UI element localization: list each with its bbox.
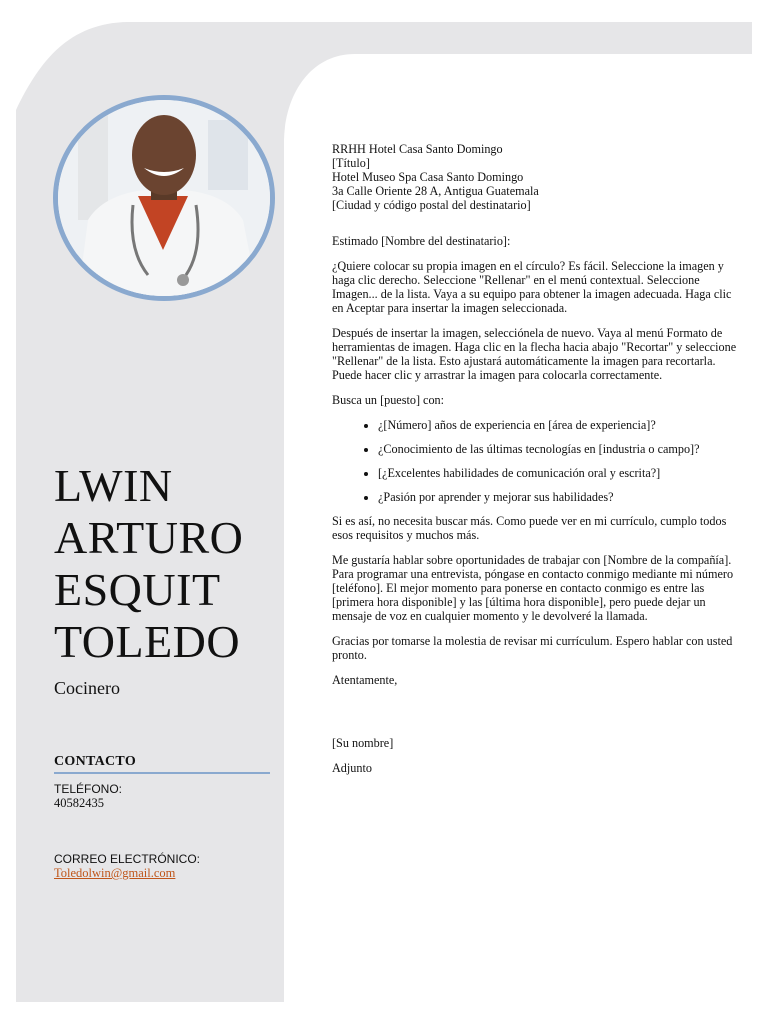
job-role: Cocinero — [54, 678, 120, 698]
list-intro: Busca un [puesto] con: — [332, 393, 445, 407]
address-line: [Título] — [332, 156, 370, 170]
enclosure: Adjunto — [332, 761, 372, 775]
salutation: Estimado [Nombre del destinatario]: — [332, 234, 511, 248]
profile-photo — [53, 95, 275, 301]
contact-heading: CONTACTO — [54, 754, 270, 774]
cover-letter — [332, 142, 737, 786]
phone-label: TELÉFONO: — [54, 782, 123, 796]
paragraph: Gracias por tomarse la molestia de revisar mi currículum. Espero hablar con usted pronto. — [332, 634, 733, 662]
address-line: Hotel Museo Spa Casa Santo Domingo — [332, 170, 524, 184]
requirements-list — [332, 418, 737, 504]
candidate-name — [54, 460, 284, 668]
list-item: • [¿Excelentes habilidades de comunicación oral y escrita?] — [378, 466, 737, 480]
phone-value: 40582435 — [54, 796, 104, 810]
address-line: RRHH Hotel Casa Santo Domingo — [332, 142, 503, 156]
paragraph: Después de insertar la imagen, selecciónela de nuevo. Vaya al menú Formato de herramientas de imagen. Haga clic en la flecha hacia abajo "Recortar" y seleccione "Rellenar" de la lista. Esto ajustará automáticamente la imagen para recortarla. Puede hacer clic y arrastrar la imagen para colocarla correctamente. — [332, 326, 737, 382]
list-item: • ¿[Número] años de experiencia en [área de experiencia]? — [378, 418, 737, 432]
paragraph: Me gustaría hablar sobre oportunidades de trabajar con [Nombre de la compañía]. Para programar una entrevista, póngase en contacto conmigo mediante mi número [teléfono]. El mejor momento para ponerse en contacto conmigo es entre las [primera hora disponible] y las [última hora disponible], pero puede dejar un mensaje de voz en cualquier momento y le devolveré la llamada. — [332, 553, 734, 623]
closing: Atentamente, — [332, 673, 398, 687]
name-line: LWIN — [54, 460, 173, 511]
list-item: • ¿Pasión por aprender y mejorar sus habilidades? — [378, 490, 737, 504]
name-line: ESQUIT — [54, 564, 221, 615]
address-line: 3a Calle Oriente 28 A, Antigua Guatemala — [332, 184, 539, 198]
name-line: ARTURO — [54, 512, 244, 563]
signature: [Su nombre] — [332, 736, 394, 750]
recipient-address — [332, 142, 737, 212]
paragraph: Si es así, no necesita buscar más. Como puede ver en mi currículo, cumplo todos esos requisitos y muchos más. — [332, 514, 727, 542]
list-item: • ¿Conocimiento de las últimas tecnologías en [industria o campo]? — [378, 442, 737, 456]
email-link[interactable]: Toledolwin@gmail.com — [54, 866, 176, 880]
email-label: CORREO ELECTRÓNICO: — [54, 852, 201, 866]
name-line: TOLEDO — [54, 616, 241, 667]
paragraph: ¿Quiere colocar su propia imagen en el círculo? Es fácil. Seleccione la imagen y haga clic derecho. Seleccione "Rellenar" en el menú contextual. Seleccione Imagen... de la lista. Vaya a su equipo para obtener la imagen adecuada. Haga clic en Aceptar para insertar la imagen seleccionada. — [332, 259, 732, 315]
address-line: [Ciudad y código postal del destinatario] — [332, 198, 531, 212]
